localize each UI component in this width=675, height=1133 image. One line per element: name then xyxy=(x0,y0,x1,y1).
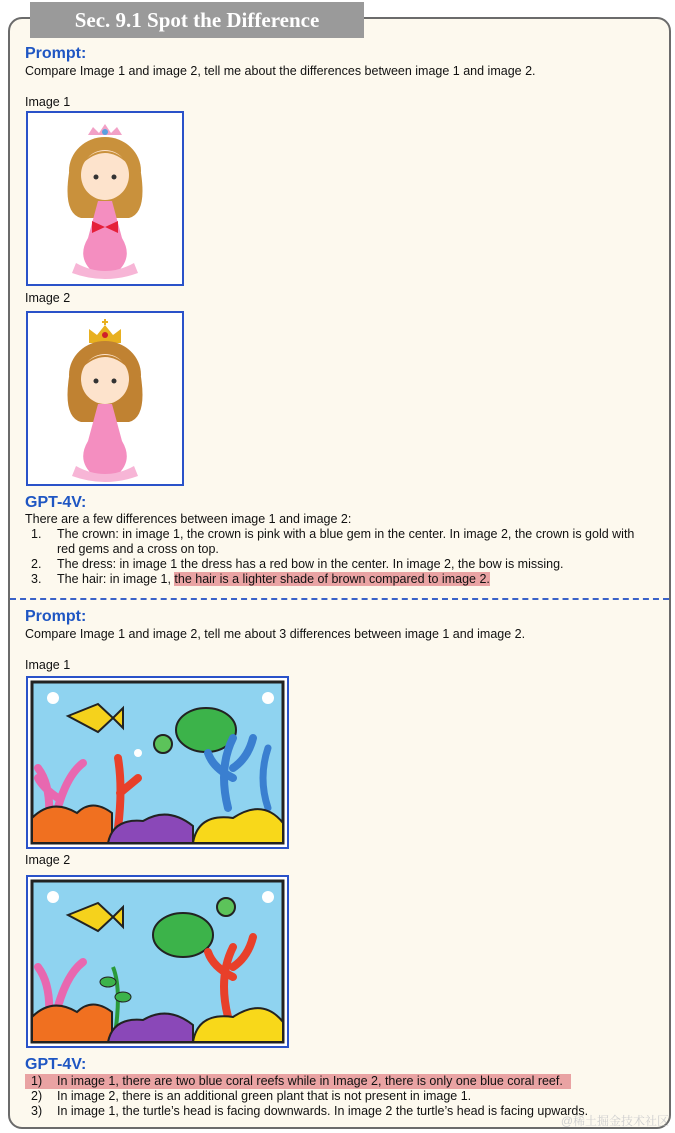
section-title-tab: Sec. 9.1 Spot the Difference xyxy=(30,2,364,38)
list-item: 1) In image 1, there are two blue coral reefs while in Image 2, there is only one blue coral reef. xyxy=(25,1074,665,1089)
list-item: 3) In image 1, the turtle’s head is facing downwards. In image 2 the turtle’s head is facing upwards. xyxy=(31,1104,589,1118)
prompt-label: Prompt: xyxy=(25,45,87,62)
section-divider xyxy=(10,598,669,600)
image2-label: Image 2 xyxy=(25,291,71,305)
prompt-text: Compare Image 1 and image 2, tell me about 3 differences between image 1 and image 2. xyxy=(25,627,526,641)
list-item: 2) In image 2, there is an additional green plant that is not present in image 1. xyxy=(31,1089,472,1103)
list-item: 3. The hair: in image 1, the hair is a lighter shade of brown compared to image 2. xyxy=(31,572,490,586)
list-item: 2. The dress: in image 1 the dress has a red bow in the center. In image 2, the bow is missing. xyxy=(31,557,564,571)
prompt-text: Compare Image 1 and image 2, tell me about the differences between image 1 and image 2. xyxy=(25,64,536,78)
response-body xyxy=(25,512,655,587)
underwater-image-2 xyxy=(26,875,289,1048)
image1-label: Image 1 xyxy=(25,95,71,109)
prompt-label: Prompt: xyxy=(25,608,87,625)
response-label: GPT-4V: xyxy=(25,494,87,511)
watermark: @稀土掘金技术社区 xyxy=(560,1114,669,1128)
highlighted-error: the hair is a lighter shade of brown compared to image 2. xyxy=(174,572,490,586)
princess-image-2 xyxy=(26,311,184,486)
list-item: 1. The crown: in image 1, the crown is pink with a blue gem in the center. In image 2, the crown is gold with red gems and a cross on top. xyxy=(31,527,635,556)
response-intro: There are a few differences between image 1 and image 2: xyxy=(25,512,352,526)
image1-label: Image 1 xyxy=(25,658,71,672)
response-label: GPT-4V: xyxy=(25,1056,87,1073)
underwater-image-1 xyxy=(26,676,289,849)
image2-label: Image 2 xyxy=(25,853,71,867)
princess-image-1 xyxy=(26,111,184,286)
